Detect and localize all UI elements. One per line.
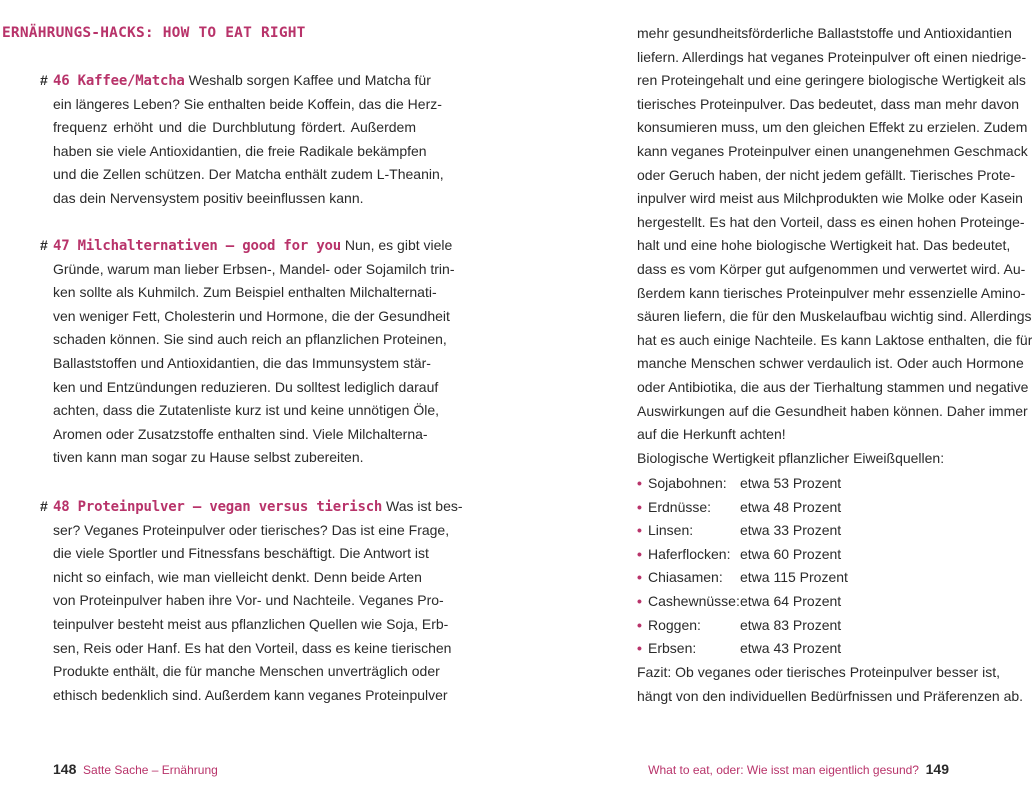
right-page <box>500 0 1032 800</box>
entry-line: teinpulver besteht meist aus pflanzlichen Quellen wie Soja, Erb- <box>53 615 449 632</box>
paragraph-line: kann veganes Proteinpulver einen unangenehmen Geschmack <box>637 142 1028 159</box>
list-item-value: etwa 53 Prozent <box>740 475 842 491</box>
conclusion-line: Fazit: Ob veganes oder tierisches Proteinpulver besser ist, <box>637 664 1000 680</box>
list-item-name: Linsen: <box>648 522 694 539</box>
list-item-value: etwa 64 Prozent <box>740 592 842 609</box>
entry-first-line <box>40 69 431 93</box>
list-item-name: Cashewnüsse: <box>648 592 740 609</box>
footer-title: What to eat, oder: Wie isst man eigentlich gesund? <box>648 763 919 777</box>
entry-text: Was ist bes- <box>386 498 463 514</box>
running-head: ERNÄHRUNGS-HACKS: HOW TO EAT RIGHT <box>2 25 306 41</box>
list-item <box>637 614 1000 638</box>
list-item <box>637 519 1000 543</box>
entry-text: Weshalb sorgen Kaffee und Matcha für <box>188 72 431 88</box>
list-item-name: Erbsen: <box>648 640 697 657</box>
paragraph-line: mehr gesundheitsförderliche Ballaststoffe und Antioxidantien <box>637 25 1012 41</box>
entry-line: ethisch bedenklich sind. Außerdem kann veganes Proteinpulver <box>53 686 448 703</box>
footer-title: Satte Sache – Ernährung <box>83 763 218 777</box>
entry-line: ken sollte als Kuhmilch. Zum Beispiel enthalten Milchalternati- <box>53 284 437 301</box>
entry-line: achten, dass die Zutatenliste kurz ist und keine unnötigen Öle, <box>53 402 440 419</box>
list-item-value: etwa 33 Prozent <box>740 522 842 539</box>
bullet-icon: • <box>637 640 642 657</box>
list-intro: Biologische Wertigkeit pflanzlicher Eiweißquellen: <box>637 449 945 466</box>
list-item-value: etwa 115 Prozent <box>740 569 848 586</box>
bullet-icon: • <box>637 569 642 586</box>
paragraph-line: oder Antibiotika, die aus der Tierhaltung stammen und negative <box>637 378 1029 395</box>
list-item <box>637 637 1000 661</box>
list-item <box>637 566 1000 590</box>
paragraph-line: oder Geruch haben, der nicht jedem gefällt. Tierisches Prote- <box>637 166 1016 183</box>
list-item <box>637 496 1000 520</box>
page-number: 148 <box>53 761 77 777</box>
protein-list <box>637 472 1000 661</box>
hash-mark: # <box>40 72 48 88</box>
entry-line: von Proteinpulver haben ihre Vor- und Nachteile. Veganes Pro- <box>53 592 444 609</box>
paragraph-line: manche Menschen schwer verdaulich ist. Oder auch Hormone <box>637 355 1024 372</box>
entry-line: ken und Entzündungen reduzieren. Du solltest lediglich darauf <box>53 378 439 395</box>
conclusion-line: hängt von den individuellen Bedürfnissen und Präferenzen ab. <box>637 687 1024 704</box>
entry-48 <box>40 495 463 707</box>
entry-line: Aromen oder Zusatzstoffe enthalten sind. Viele Milchalterna- <box>53 425 428 442</box>
entry-first-line <box>40 495 463 519</box>
bullet-icon: • <box>637 592 642 609</box>
entry-47 <box>40 234 455 470</box>
list-item-value: etwa 48 Prozent <box>740 498 842 515</box>
entry-line: Gründe, warum man lieber Erbsen-, Mandel- oder Sojamilch trin- <box>53 260 455 277</box>
bullet-icon: • <box>637 545 642 562</box>
entry-first-line <box>40 234 453 258</box>
paragraph-line: Auswirkungen auf die Gesundheit haben können. Daher immer <box>637 402 1028 419</box>
paragraph-line: konsumieren muss, um den gleichen Effekt zu erzielen. Zudem <box>637 119 1028 136</box>
entry-heading: 47 Milchalternativen – good for you <box>53 238 342 254</box>
entry-line: ser? Veganes Proteinpulver oder tierisches? Das ist eine Frage, <box>53 521 450 538</box>
entry-line: haben sie viele Antioxidantien, die freie Radikale bekämpfen <box>53 142 427 159</box>
left-page <box>0 0 500 800</box>
paragraph-line: ßerdem kann tierisches Proteinpulver mehr essenzielle Amino- <box>637 284 1026 301</box>
list-item-name: Erdnüsse: <box>648 498 712 515</box>
hash-mark: # <box>40 237 48 253</box>
entry-line: ein längeres Leben? Sie enthalten beide Koffein, das die Herz- <box>53 95 442 112</box>
bullet-icon: • <box>637 616 642 633</box>
list-item-name: Chiasamen: <box>648 569 723 586</box>
list-item-name: Roggen: <box>648 616 701 633</box>
continued-paragraph <box>637 22 1032 470</box>
paragraph-line: liefern. Allerdings hat veganes Proteinpulver oft einen niedrige- <box>637 48 1027 65</box>
entry-line: die viele Sportler und Fitnessfans beschäftigt. Die Antwort ist <box>53 545 429 562</box>
paragraph-line: hergestellt. Es hat den Vorteil, dass es einen hohen Proteinge- <box>637 213 1025 230</box>
entry-line: Ballaststoffen und Antioxidantien, die das Immunsystem stär- <box>53 354 431 371</box>
entry-line: frequenz erhöht und die Durchblutung fördert. Außerdem <box>53 119 416 136</box>
entry-text: Nun, es gibt viele <box>344 237 453 253</box>
paragraph-line: halt und eine hohe biologische Wertigkeit hat. Das bedeutet, <box>637 237 1011 254</box>
paragraph-line: auf die Herkunft achten! <box>637 426 786 443</box>
conclusion <box>637 661 1024 708</box>
entry-line: ven weniger Fett, Cholesterin und Hormone, die der Gesundheit <box>53 307 450 324</box>
entry-line: schaden können. Sie sind auch reich an pflanzlichen Proteinen, <box>53 331 447 348</box>
left-footer <box>53 761 218 777</box>
list-item-value: etwa 83 Prozent <box>740 616 842 633</box>
list-item <box>637 590 1000 614</box>
page-number: 149 <box>925 761 949 777</box>
paragraph-line: hat es auch einige Nachteile. Es kann Laktose enthalten, die für <box>637 331 1032 348</box>
entry-heading: 46 Kaffee/Matcha <box>53 73 185 89</box>
entry-line: Produkte enthält, die für manche Menschen unverträglich oder <box>53 663 440 680</box>
entry-line: und die Zellen schützen. Der Matcha enthält zudem L-Theanin, <box>53 166 444 183</box>
bullet-icon: • <box>637 522 642 539</box>
paragraph-line: tierisches Proteinpulver. Das bedeutet, dass man mehr davon <box>637 95 1020 112</box>
entry-heading: 48 Proteinpulver – vegan versus tierisch <box>53 499 383 515</box>
list-item <box>637 543 1000 567</box>
paragraph-line: dass es vom Körper gut aufgenommen und verwertet wird. Au- <box>637 260 1026 277</box>
paragraph-line: säuren liefern, die für den Muskelaufbau wichtig sind. Allerdings <box>637 308 1032 325</box>
list-item-value: etwa 60 Prozent <box>740 545 842 562</box>
entry-line: tiven kann man sogar zu Hause selbst zubereiten. <box>53 449 364 466</box>
entry-line: nicht so einfach, wie man vielleicht denkt. Denn beide Arten <box>53 568 422 585</box>
list-item <box>637 472 1000 496</box>
list-item-value: etwa 43 Prozent <box>740 640 842 657</box>
list-item-name: Sojabohnen: <box>648 475 727 491</box>
entry-46 <box>40 69 444 211</box>
right-footer <box>648 761 949 777</box>
hash-mark: # <box>40 498 48 514</box>
bullet-icon: • <box>637 498 642 515</box>
entry-line: sen, Reis oder Hanf. Es hat den Vorteil, dass es keine tierischen <box>53 639 452 656</box>
paragraph-line: ren Proteingehalt und eine geringere biologische Wertigkeit als <box>637 72 1026 89</box>
bullet-icon: • <box>637 475 642 491</box>
entry-line: das dein Nervensystem positiv beeinflussen kann. <box>53 189 364 206</box>
list-item-name: Haferflocken: <box>648 545 731 562</box>
paragraph-line: inpulver wird meist aus Milchprodukten wie Molke oder Kasein <box>637 190 1023 207</box>
